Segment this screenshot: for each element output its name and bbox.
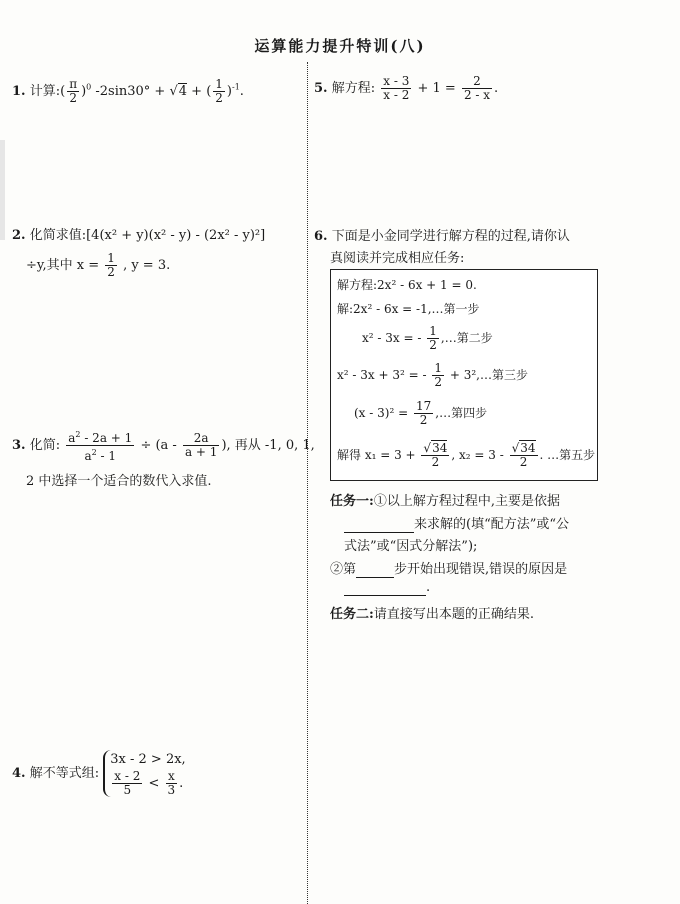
task-2: 任务二:请直接写出本题的正确结果. [330,607,534,622]
task-1-line-2: 来求解的(填“配方法”或“公 [344,513,569,533]
blank-reason[interactable] [344,580,426,596]
box-half-b: $\frac{1}{2}$ [434,361,442,389]
2-over-2-minus-x: $\frac{2}{2 - x}$ [463,74,491,102]
question-3-line-2: 2 中选择一个适合的数代入求值. [26,474,212,489]
box-line-1: 解方程:2x² - 6x + 1 = 0. [337,278,477,292]
question-6-intro-1: 6. 下面是小金同学进行解方程的过程,请你认 [314,229,570,244]
question-2-line-2: ÷y,其中 x = $\frac{1}{2}$ , y = 3. [26,251,171,279]
box-sqrt34-b: $\frac{√34}{2}$ [511,441,536,469]
question-4: 4. 解不等式组: 3x - 2 > 2x, $\frac{x - 2}{5}$ < $\frac{x}{3}$ . [12,752,186,797]
box-line-5: (x - 3)² = $\frac{17}{2}$ ,…第四步 [354,399,488,427]
box-line-2: 解:2x² - 6x = -1,…第一步 [337,302,480,316]
x-over-3: $\frac{x}{3}$ [167,769,176,797]
question-6-intro-2: 真阅读并完成相应任务: [330,251,465,266]
question-1: 1. 计算:( $\frac{\pi}{2}$ )$^0$ -2sin30° + √4 + ( $\frac{1}{2}$ )$^{-1}$. [12,77,244,105]
sqrt-4: √4 [169,84,188,99]
x-minus-3-over-x-minus-2: $\frac{x - 3}{x - 2}$ [383,74,410,102]
pi-over-2: $\frac{\pi}{2}$ [69,77,78,105]
page-edge-shadow [0,140,5,240]
blank-step[interactable] [356,562,394,578]
inequality-system: 3x - 2 > 2x, $\frac{x - 2}{5}$ < $\frac{x}{3}$ . [103,750,185,797]
task-1-line-5: . [344,580,430,596]
box-line-6: 解得 x₁ = 3 + $\frac{√34}{2}$ , x₂ = 3 - $\frac{√34}{2}$ . …第五步 [337,441,596,469]
expression-fraction: $\frac{a^2 - 2a + 1}{a^2 - 1}$ [68,430,133,463]
task-1-line-1: 任务一:①以上解方程过程中,主要是依据 [330,494,560,509]
x-minus-2-over-5: $\frac{x - 2}{5}$ [114,769,141,797]
x-value-fraction: $\frac{1}{2}$ [107,251,115,279]
box-line-3: x² - 3x = - $\frac{1}{2}$ ,…第二步 [362,324,493,352]
page-title: 运算能力提升特训(八) [254,37,426,55]
box-half-a: $\frac{1}{2}$ [429,324,437,352]
question-5: 5. 解方程: $\frac{x - 3}{x - 2}$ + 1 = $\frac{2}{2 - x}$ . [314,74,499,102]
2a-over-a-plus-1: $\frac{2a}{a + 1}$ [184,431,218,459]
blank-method[interactable] [344,517,414,533]
task-1-line-4: ②第 步开始出现错误,错误的原因是 [330,562,568,577]
column-divider [307,62,308,904]
question-3: 3. 化简: $\frac{a^2 - 2a + 1}{a^2 - 1}$ ÷ (a - $\frac{2a}{a + 1}$ ), 再从 -1, 0, 1, [12,430,315,463]
question-2: 2. 化简求值:[4(x² + y)(x² - y) - (2x² - y)²] [12,228,266,243]
task-1-line-3: 式法”或“因式分解法”); [344,539,478,554]
box-17-over-2: $\frac{17}{2}$ [415,399,432,427]
box-sqrt34-a: $\frac{√34}{2}$ [423,441,448,469]
one-half: $\frac{1}{2}$ [215,77,223,105]
box-line-4: x² - 3x + 3² = - $\frac{1}{2}$ + 3²,…第三步 [337,361,528,389]
